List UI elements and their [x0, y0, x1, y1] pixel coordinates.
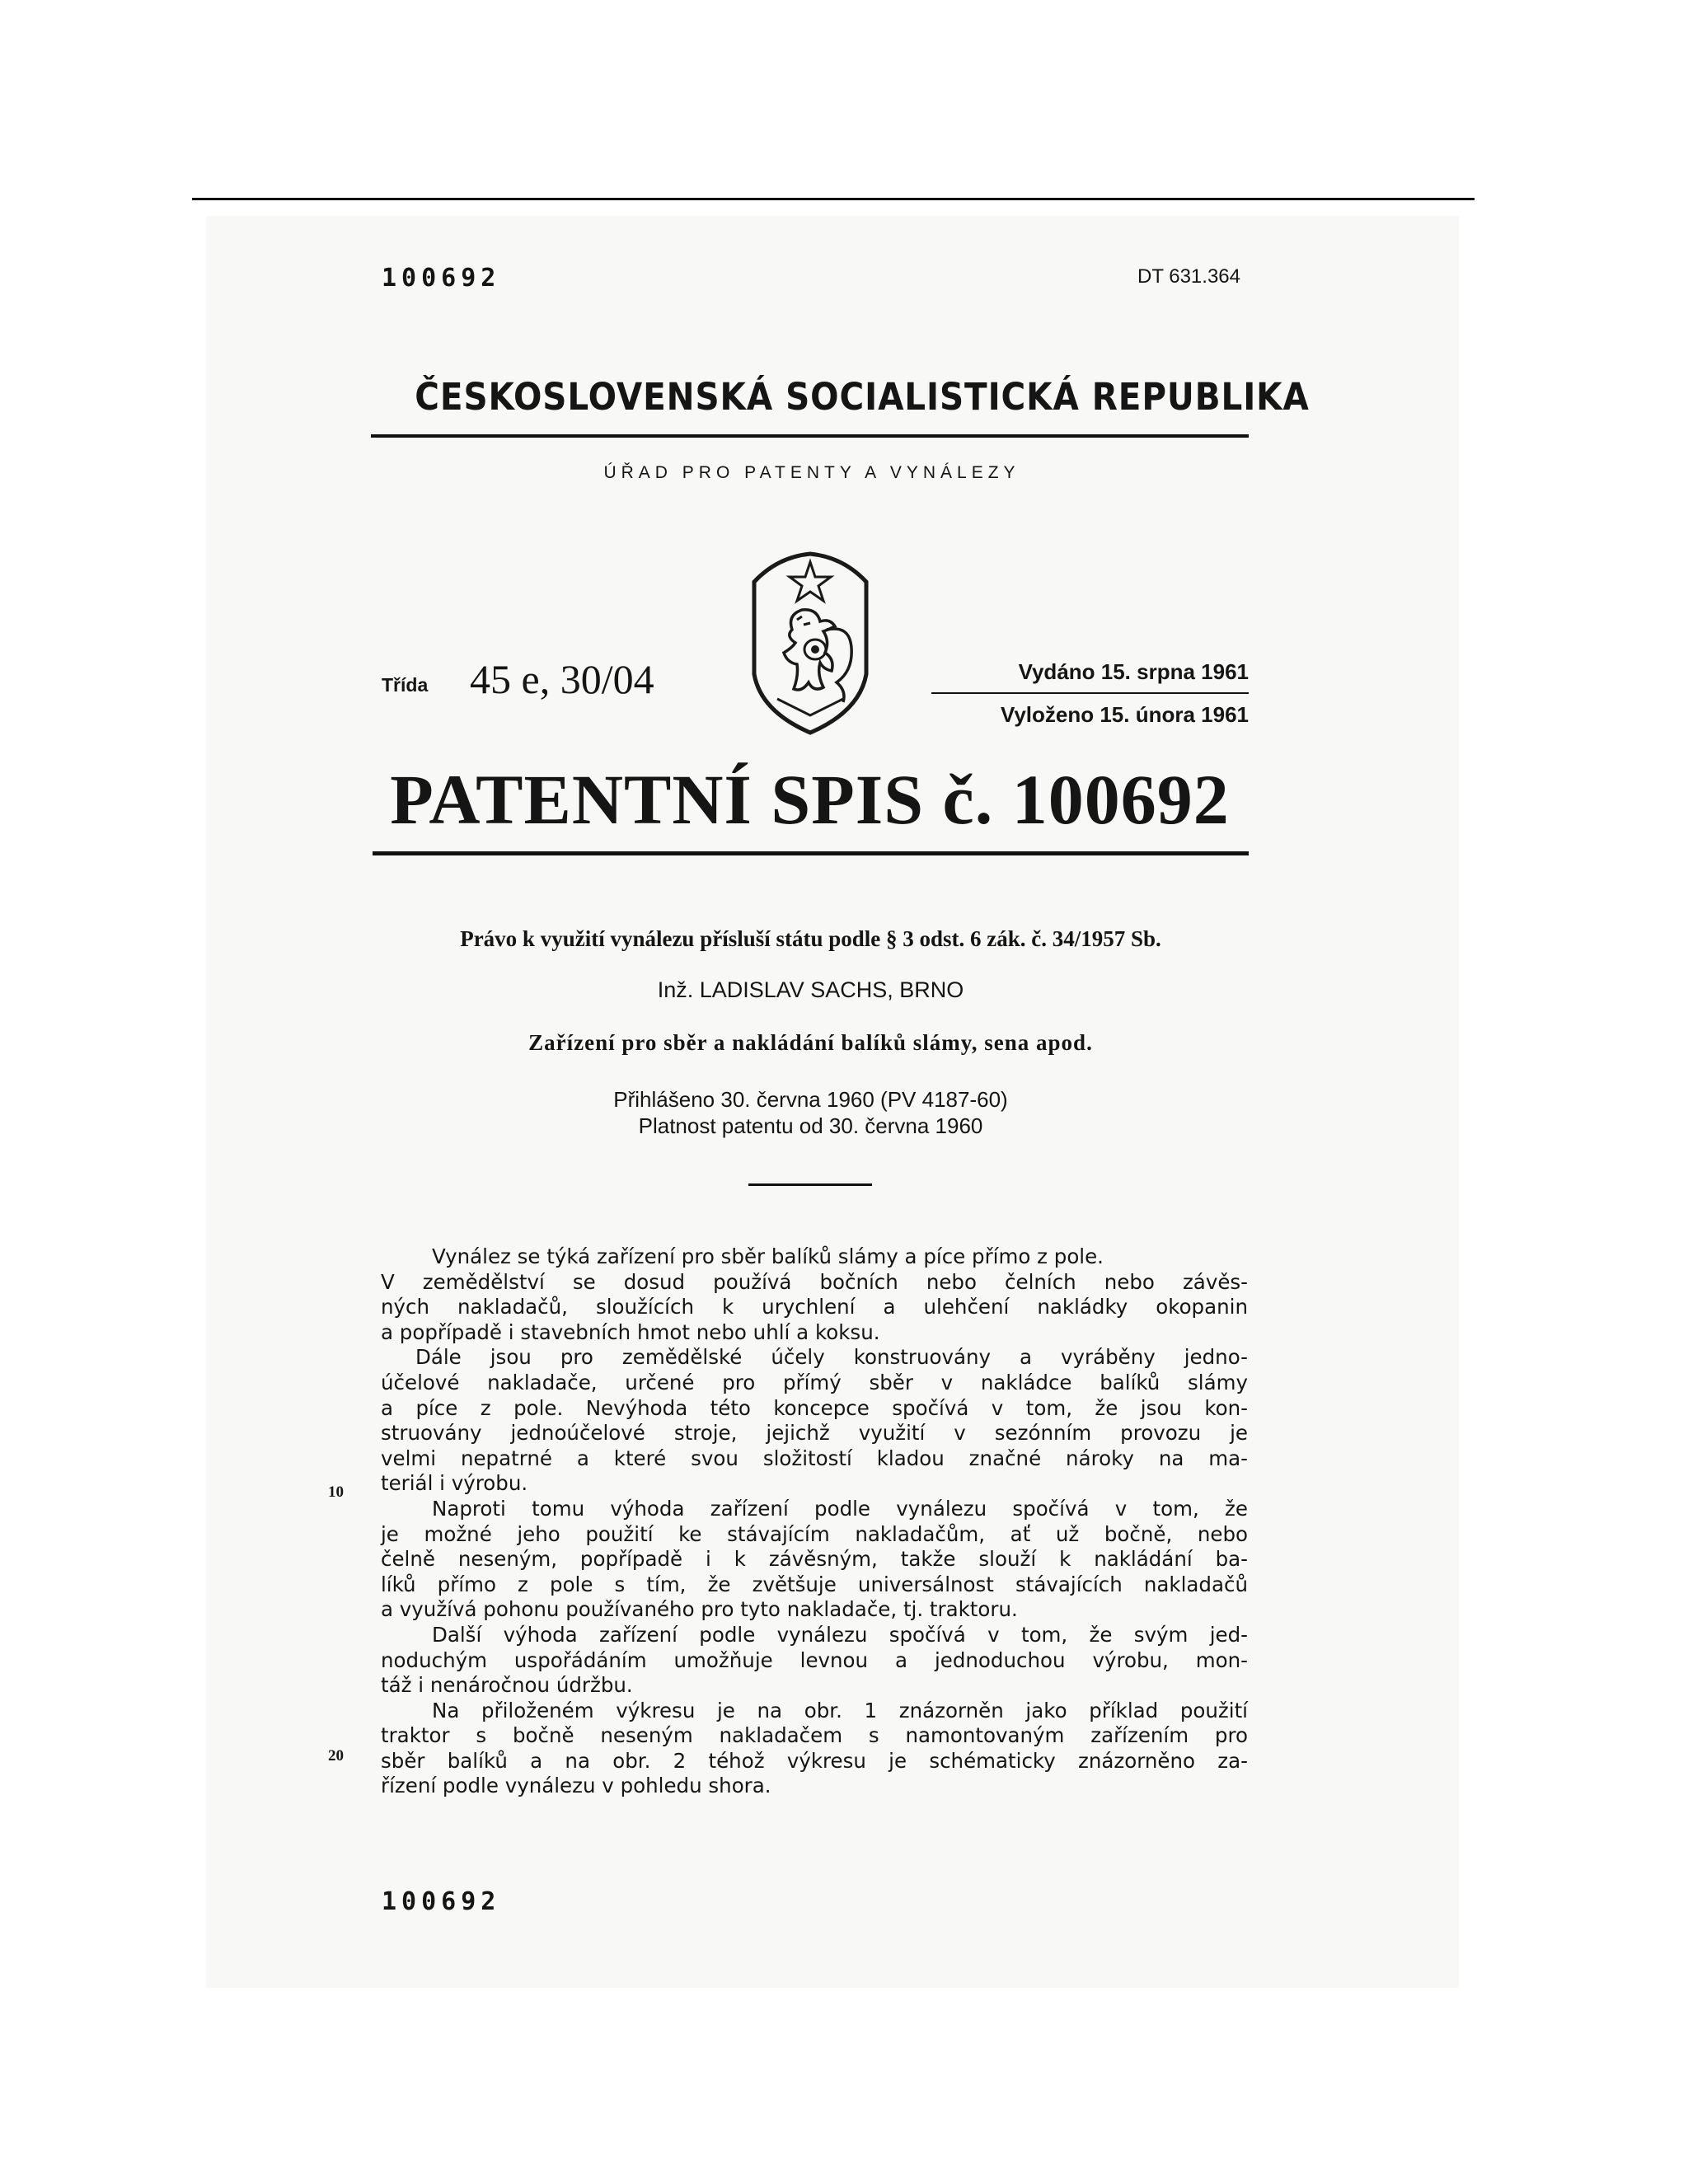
filed-date: Přihlášeno 30. června 1960 (PV 4187-60): [613, 1087, 1008, 1112]
body-line: teriál i výrobu.: [381, 1471, 528, 1496]
body-line: účelové nakladače, určené pro přímý sběr v nakládce balíků slámy: [381, 1370, 1248, 1394]
patent-number-top: 100692: [382, 264, 501, 293]
body-text: [381, 1244, 1248, 1799]
patent-number-bottom: 100692: [382, 1887, 501, 1916]
inventor: Inž. LADISLAV SACHS, BRNO: [657, 977, 964, 1002]
section-divider: [748, 1183, 872, 1186]
office-name: ÚŘAD PRO PATENTY A VYNÁLEZY: [603, 463, 1020, 482]
title-rule: [373, 851, 1249, 855]
body-line: je možné jeho použití ke stávajícím nakladačům, ať už bočně, nebo: [381, 1521, 1248, 1546]
body-line: a využívá pohonu používaného pro tyto nakladače, tj. traktoru.: [381, 1597, 1018, 1622]
republic-heading: ČESKOSLOVENSKÁ SOCIALISTICKÁ REPUBLIKA: [415, 375, 1310, 419]
body-line: ných nakladačů, sloužících k urychlení a ulehčení nakládky okopanin: [381, 1295, 1248, 1319]
body-line: čelně neseným, popřípadě i k závěsným, takže slouží k nakládání ba-: [381, 1547, 1248, 1572]
body-line: traktor s bočně neseným nakladačem s namontovaným zařízením pro: [381, 1723, 1248, 1748]
body-line: Na přiloženém výkresu je na obr. 1 znázorněn jako příklad použití: [432, 1698, 1248, 1722]
body-line: Vynález se týká zařízení pro sběr balíků slámy a píce přímo z pole.: [432, 1244, 1104, 1268]
heading-rule: [371, 434, 1249, 438]
laid-open-date: Vyloženo 15. února 1961: [1000, 702, 1249, 727]
body-line: Naproti tomu výhoda zařízení podle vynálezu spočívá v tom, že: [432, 1496, 1248, 1521]
body-line: a popřípadě i stavebních hmot nebo uhlí a koksu.: [381, 1319, 880, 1344]
body-line: struovány jednoúčelové stroje, jejichž využití v sezónním provozu je: [381, 1421, 1248, 1446]
body-line: noduchým uspořádáním umožňuje levnou a jednoduchou výrobu, mon-: [381, 1647, 1248, 1672]
margin-line-number: 20: [328, 1747, 344, 1765]
body-line: a píce z pole. Nevýhoda této koncepce spočívá v tom, že jsou kon-: [381, 1395, 1248, 1420]
body-line: sběr balíků a na obr. 2 téhož výkresu je schématicky znázorněno za-: [381, 1748, 1248, 1773]
body-line: táž i nenáročnou údržbu.: [381, 1673, 633, 1698]
dt-code: DT 631.364: [1137, 265, 1240, 288]
state-emblem-icon: [744, 551, 876, 736]
body-line: V zemědělství se dosud používá bočních nebo čelních nebo závěs-: [381, 1269, 1248, 1294]
invention-title: Zařízení pro sběr a nakládání balíků slámy, sena apod.: [528, 1030, 1093, 1055]
valid-from: Platnost patentu od 30. června 1960: [638, 1113, 983, 1138]
date-rule: [931, 692, 1249, 694]
body-line: líků přímo z pole s tím, že zvětšuje universálnost stávajících nakladačů: [381, 1572, 1248, 1596]
body-line: řízení podle vynálezu v pohledu shora.: [381, 1774, 771, 1798]
filing-info: [373, 1086, 1249, 1139]
class-label: Třída: [382, 674, 429, 696]
margin-line-number: 10: [328, 1483, 344, 1501]
rights-note: Právo k využití vynálezu přísluší státu podle § 3 odst. 6 zák. č. 34/1957 Sb.: [460, 926, 1161, 951]
body-line: velmi nepatrné a které svou složitostí kladou značné nároky na ma-: [381, 1446, 1248, 1470]
document-title: PATENTNÍ SPIS č. 100692: [390, 760, 1230, 839]
body-line: Další výhoda zařízení podle vynálezu spočívá v tom, že svým jed-: [432, 1622, 1248, 1647]
issued-date: Vydáno 15. srpna 1961: [1018, 659, 1249, 684]
body-line: Dále jsou pro zemědělské účely konstruovány a vyráběny jedno-: [415, 1345, 1248, 1370]
class-value: 45 e, 30/04: [470, 656, 654, 702]
top-rule: [192, 198, 1475, 200]
